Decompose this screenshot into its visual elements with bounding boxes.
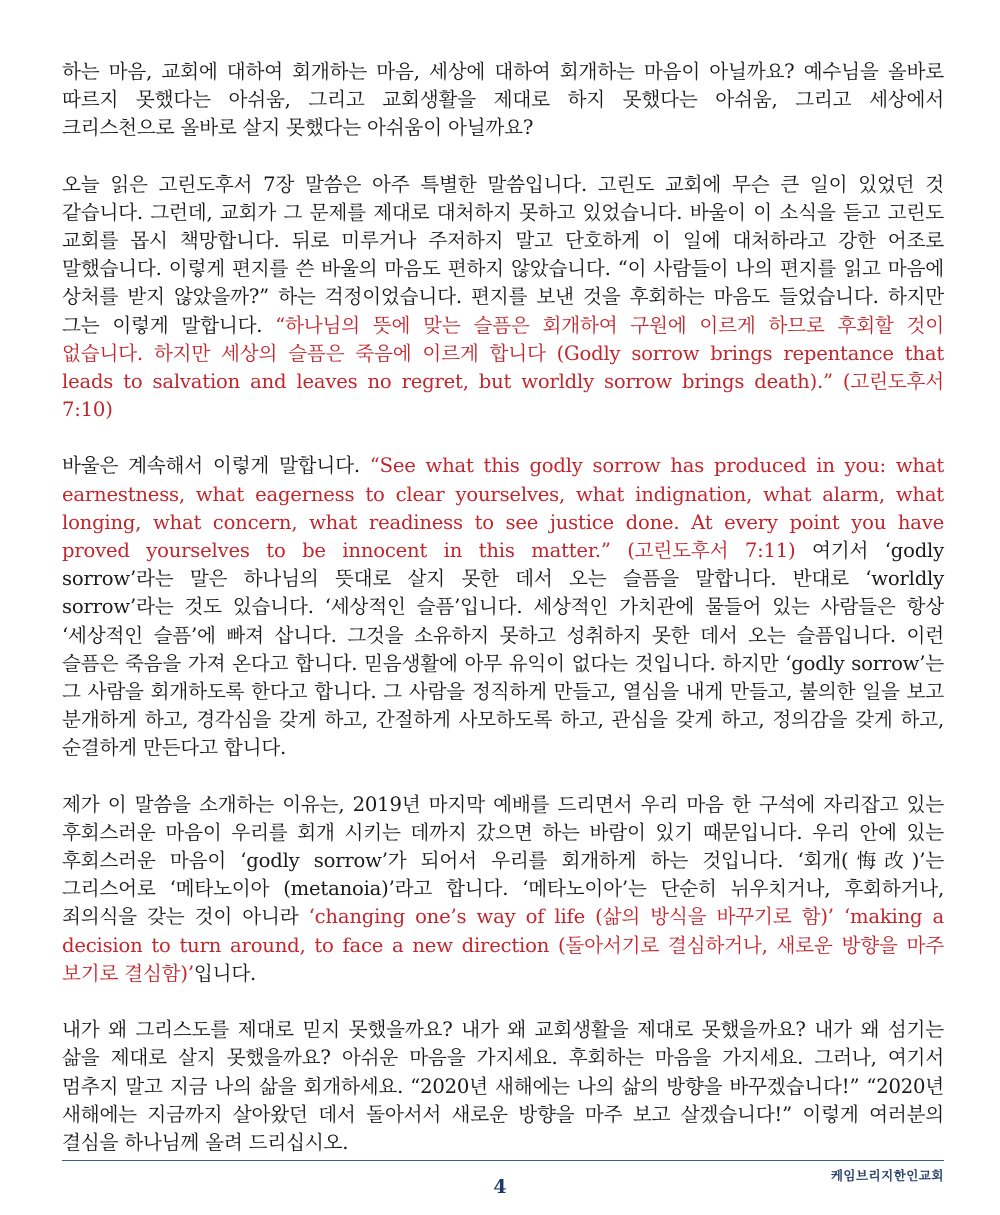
scripture-quote-2-corinthians-7-10: “하나님의 뜻에 맞는 슬픔은 회개하여 구원에 이르게 하므로 후회할 것이 없습니다. 하지만 세상의 슬픔은 죽음에 이르게 합니다 (Godly sorrow brings repentance that leads to salvation and leaves no regret, but worldly sorrow brings death).” (고린도후서 7:10) (62, 313, 944, 422)
paragraph-3-text: 여기서 ‘godly sorrow’라는 말은 하나님의 뜻대로 살지 못한 데서 오는 슬픔을 말합니다. 반대로 ‘worldly sorrow’라는 것도 있습니다. ‘세상적인 슬픔’입니다. 세상적인 가치관에 물들어 있는 사람들은 항상 ‘세상적인 슬픔’에 빠져 삽니다. 그것을 소유하지 못하고 성취하지 못한 데서 오는 슬픔입니다. 이런 슬픔은 죽음을 가져 온다고 합니다. 믿음생활에 아무 유익이 없다는 것입니다. 하지만 ‘godly sorrow’는 그 사람을 회개하도록 한다고 합니다. 그 사람을 정직하게 만들고, 열심을 내게 만들고, 불의한 일을 보고 분개하게 하고, 경각심을 갖게 하고, 간절하게 사모하도록 하고, 관심을 갖게 하고, 정의감을 갖게 하고, 순결하게 만든다고 합니다. (62, 539, 944, 760)
paragraph-4-text: 제가 이 말씀을 소개하는 이유는, 2019년 마지막 예배를 드리면서 우리 마음 한 구석에 자리잡고 있는 후회스러운 마음이 우리를 회개 시키는 데까지 갔으면 하는 바람이 있기 때문입니다. 우리 안에 있는 후회스러운 마음이 ‘godly sorrow’가 되어서 우리를 회개하게 하는 것입니다. ‘회개(悔改)’는 그리스어로 ‘메타노이아 (metanoia)’라고 합니다. ‘메타노이아’는 단순히 뉘우치거나, 후회하거나, 죄의식을 갖는 것이 아니라 (62, 792, 944, 929)
paragraph-3 (62, 452, 944, 762)
paragraph-4 (62, 791, 944, 988)
paragraph-2-text: 오늘 읽은 고린도후서 7장 말씀은 아주 특별한 말씀입니다. 고린도 교회에 무슨 큰 일이 있었던 것 같습니다. 그런데, 교회가 그 문제를 제대로 대처하지 못하고 있었습니다. 바울이 이 소식을 듣고 고린도 교회를 몹시 책망합니다. 뒤로 미루거나 주저하지 말고 단호하게 이 일에 대처하라고 강한 어조로 말했습니다. 이렇게 편지를 쓴 바울의 마음도 편하지 않았습니다. “이 사람들이 나의 편지를 읽고 마음에 상처를 받지 않았을까?” 하는 걱정이었습니다. 편지를 보낸 것을 후회하는 마음도 들었습니다. 하지만 그는 이렇게 말합니다. (62, 172, 944, 337)
paragraph-5 (62, 1016, 944, 1157)
footer-divider (62, 1160, 944, 1161)
paragraph-1-text: 하는 마음, 교회에 대하여 회개하는 마음, 세상에 대하여 회개하는 마음이 아닐까요? 예수님을 올바로 따르지 못했다는 아쉬움, 그리고 교회생활을 제대로 하지 못했다는 아쉬움, 그리고 세상에서 크리스천으로 올바로 살지 못했다는 아쉬움이 아닐까요? (62, 60, 944, 140)
page-number: 4 (493, 1176, 507, 1198)
paragraph-4-ending: 입니다. (193, 961, 257, 985)
scripture-quote-2-corinthians-7-11: “See what this godly sorrow has produced in you: what earnestness, what eagerness to clear yourselves, what indignation, what alarm, what longing, what concern, what readiness to see justice done. At every point you have proved yourselves to be innocent in this matter.” (고린도후서 7:11) (62, 454, 944, 563)
metanoia-definition: ‘changing one’s way of life (삶의 방식을 바꾸기로 함)’ ‘making a decision to turn around, to face a new direction (돌아서기로 결심하거나, 새로운 방향을 마주 보기로 결심함)’ (62, 905, 944, 985)
paragraph-2 (62, 171, 944, 425)
paragraph-3-intro: 바울은 계속해서 이렇게 말합니다. (62, 454, 370, 478)
paragraph-5-text: 내가 왜 그리스도를 제대로 믿지 못했을까요? 내가 왜 교회생활을 제대로 못했을까요? 내가 왜 섬기는 삶을 제대로 살지 못했을까요? 아쉬운 마음을 가지세요. 후회하는 마음을 가지세요. 그러나, 여기서 멈추지 말고 지금 나의 삶을 회개하세요. “2020년 새해에는 나의 삶의 방향을 바꾸겠습니다!” “2020년 새해에는 지금까지 살아왔던 데서 돌아서서 새로운 방향을 마주 보고 살겠습니다!” 이렇게 여러분의 결심을 하나님께 올려 드리십시오. (62, 1018, 944, 1154)
footer-church-name: 케임브리지한인교회 (830, 1168, 944, 1183)
document-body (62, 58, 944, 1185)
paragraph-1 (62, 58, 944, 143)
